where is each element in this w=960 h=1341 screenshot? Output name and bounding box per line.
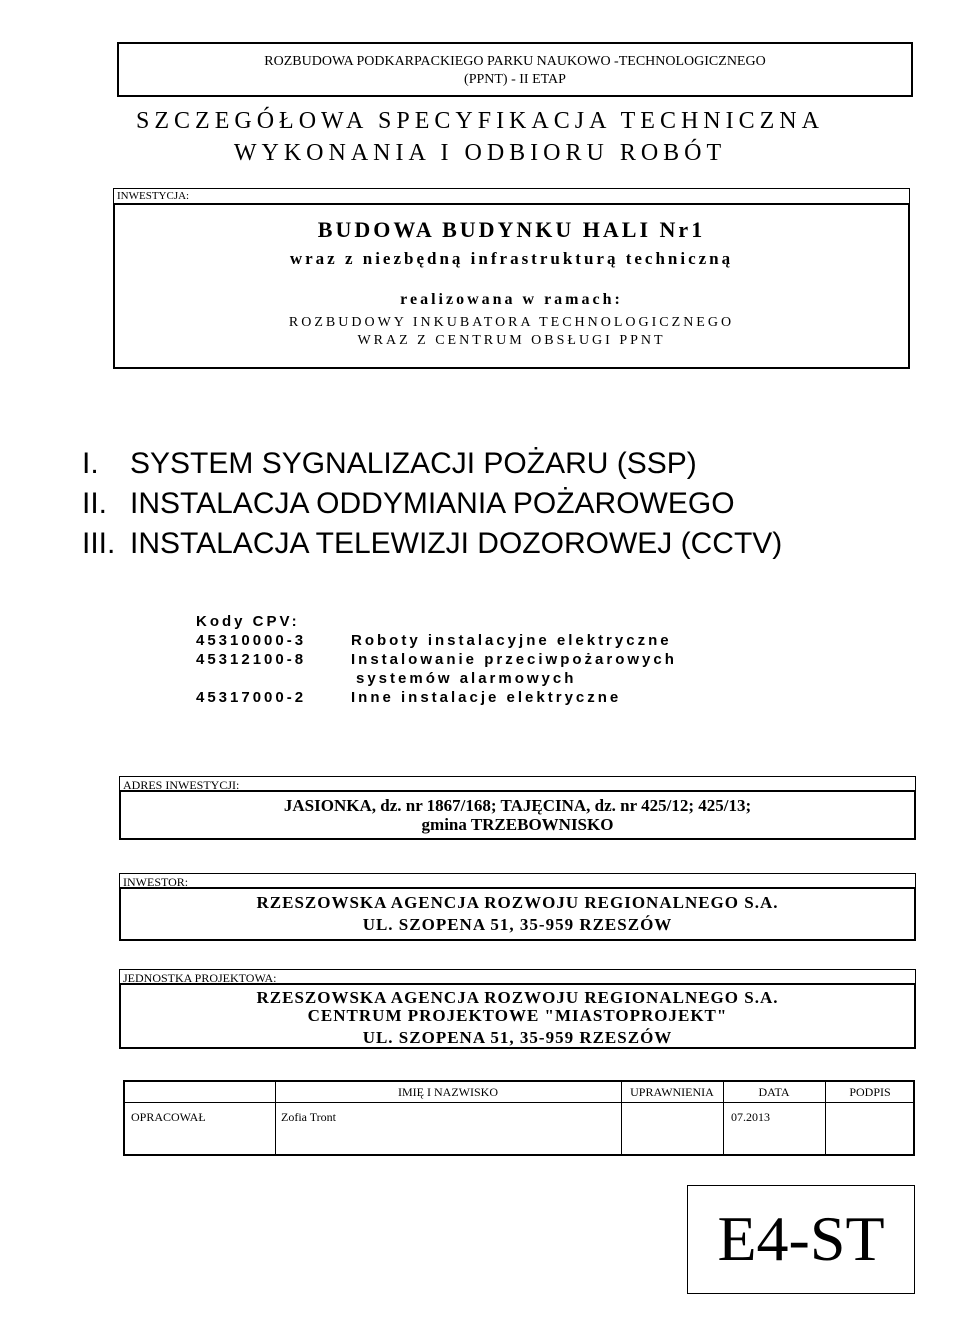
system-name: SYSTEM SYGNALIZACJI POŻARU (SSP) [130,447,697,480]
cpv-desc-continued: systemów alarmowych [356,670,577,687]
investment-realized: realizowana w ramach: [400,291,623,308]
signature-table [123,1080,915,1156]
investor-line2: UL. SZOPENA 51, 35-959 RZESZÓW [362,915,673,934]
header-signature: PODPIS [849,1085,891,1099]
address-box [119,790,916,840]
cpv-row [196,650,677,669]
design-unit-line1: RZESZOWSKA AGENCJA ROZWOJU REGIONALNEGO S.A. [256,988,779,1007]
address-line2: gmina TRZEBOWNISKO [421,815,614,834]
header-date: DATA [758,1085,790,1099]
investor-label: INWESTOR: [123,875,189,889]
investment-program-1: ROZBUDOWY INKUBATORA TECHNOLOGICZNEGO [288,315,735,330]
system-item [82,484,782,524]
address-line1: JASIONKA, dz. nr 1867/168; TAJĘCINA, dz. nr 425/12; 425/13; [283,796,752,815]
cpv-heading: Kody CPV: [196,613,300,630]
system-number: III. [82,527,116,560]
system-number: II. [82,487,108,520]
system-name: INSTALACJA TELEWIZJI DOZOROWEJ (CCTV) [130,527,783,560]
row-date: 07.2013 [731,1110,770,1124]
doc-code: E4-ST [717,1203,885,1274]
header-qualifications: UPRAWNIENIA [630,1085,714,1099]
design-unit-label: JEDNOSTKA PROJEKTOWA: [123,971,277,985]
cpv-row-continued [196,669,677,688]
cpv-desc: Instalowanie przeciwpożarowych [351,651,677,668]
investor-line1: RZESZOWSKA AGENCJA ROZWOJU REGIONALNEGO S.A. [256,893,779,912]
investment-label: INWESTYCJA: [117,190,190,202]
system-item [82,444,782,484]
doc-code-box [687,1185,915,1294]
cpv-code: 45310000-3 [196,632,307,649]
investment-program-2: WRAZ Z CENTRUM OBSŁUGI PPNT [357,333,666,348]
address-label: ADRES INWESTYCJI: [123,778,240,792]
project-header-box [117,42,913,97]
design-unit-box [119,983,916,1049]
project-name-line2: (PPNT) - II ETAP [464,72,566,87]
header-name: IMIĘ I NAZWISKO [398,1085,498,1099]
cpv-desc: Inne instalacje elektryczne [351,689,622,706]
cpv-row [196,688,677,707]
investor-box [119,887,916,941]
investment-title: BUDOWA BUDYNKU HALI Nr1 [317,217,706,242]
row-name: Zofia Tront [281,1110,337,1124]
design-unit-line3: UL. SZOPENA 51, 35-959 RZESZÓW [362,1028,673,1047]
investment-box [113,203,910,369]
cpv-code: 45317000-2 [196,689,307,706]
spec-title-line1: SZCZEGÓŁOWA SPECYFIKACJA TECHNICZNA [136,108,824,134]
design-unit-line2: CENTRUM PROJEKTOWE "MIASTOPROJEKT" [307,1006,728,1025]
system-name: INSTALACJA ODDYMIANIA POŻAROWEGO [130,487,735,520]
systems-list [82,444,782,564]
cpv-desc: Roboty instalacyjne elektryczne [351,632,672,649]
project-name-line1: ROZBUDOWA PODKARPACKIEGO PARKU NAUKOWO -TECHNOLOGICZNEGO [264,54,766,69]
investment-subtitle: wraz z niezbędną infrastrukturą techniczną [289,249,734,268]
spec-title-line2: WYKONANIA I ODBIORU ROBÓT [233,140,727,166]
cpv-row [196,631,677,650]
cpv-section [196,612,677,707]
system-number: I. [82,447,99,480]
system-item [82,524,782,564]
row-role: OPRACOWAŁ [131,1110,206,1124]
cpv-code: 45312100-8 [196,651,307,668]
